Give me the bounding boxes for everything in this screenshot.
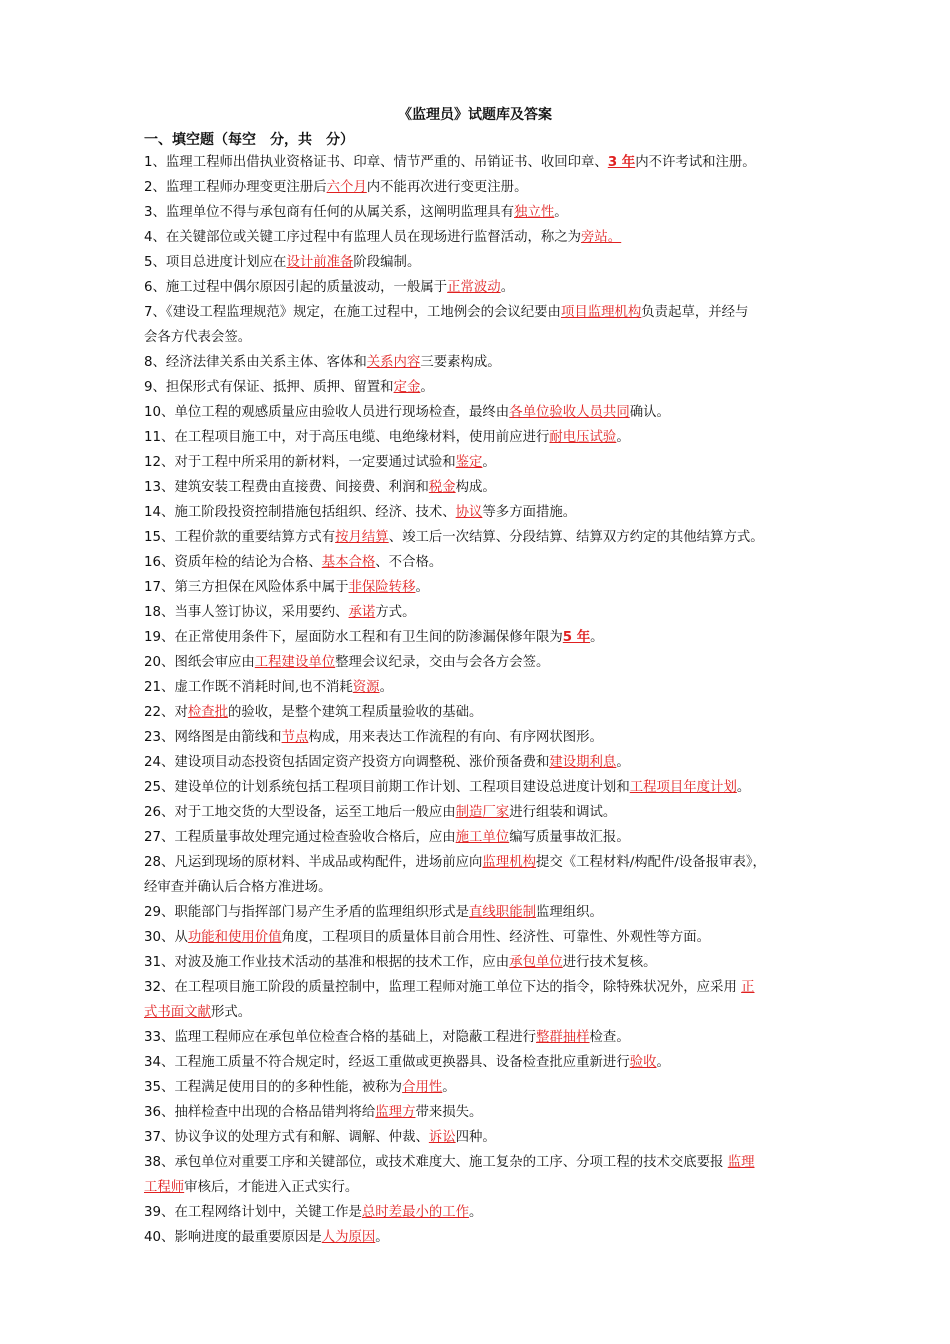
question-number: 37、	[144, 1130, 175, 1145]
question-number: 21、	[144, 680, 175, 695]
question-text: 《建设工程监理规范》规定，在施工过程中，工地例会的会议纪要由	[165, 305, 561, 320]
question-number: 31、	[144, 955, 175, 970]
question-text: 凡运到现场的原材料、半成品或构配件，进场前应向	[174, 855, 483, 870]
question-item	[144, 850, 816, 875]
question-text-after: 负责起草，并经与	[641, 305, 749, 320]
question-text-after: 三要素构成。	[420, 355, 501, 370]
question-text: 担保形式有保证、抵押、质押、留置和	[165, 380, 394, 395]
question-item	[144, 950, 816, 975]
answer-text: 合用性	[402, 1080, 443, 1095]
question-text: 对于工程中所采用的新材料，一定要通过试验和	[174, 455, 456, 470]
question-text: 在正常使用条件下，屋面防水工程和有卫生间的防渗漏保修年限为	[174, 630, 563, 645]
question-text: 协议争议的处理方式有和解、调解、仲裁、	[174, 1130, 429, 1145]
question-number: 3、	[144, 205, 166, 220]
question-number: 7、	[144, 305, 166, 320]
question-number: 8、	[144, 355, 166, 370]
question-text-after: 、不合格。	[375, 555, 443, 570]
question-number: 39、	[144, 1205, 175, 1220]
answer-text: 基本合格	[321, 555, 376, 570]
question-text-after: 。	[736, 780, 751, 795]
question-text-after: 整理会议纪录，交由与会各方会签。	[335, 655, 550, 670]
question-number: 2、	[144, 180, 166, 195]
question-text-after: 。	[420, 380, 434, 395]
answer-text: 正常波动	[447, 280, 501, 295]
question-item	[144, 250, 816, 275]
question-number: 40、	[144, 1230, 175, 1245]
question-item	[144, 750, 816, 775]
question-item	[144, 150, 816, 175]
question-text-after: 四种。	[455, 1130, 496, 1145]
question-item	[144, 575, 816, 600]
section-heading: 一、填空题（每空 分，共 分）	[144, 132, 354, 148]
answer-text: 鉴定	[455, 455, 483, 470]
answer-text: 5 年	[562, 630, 591, 645]
question-number: 38、	[144, 1155, 175, 1170]
question-item	[144, 1200, 816, 1225]
answer-text: 诉讼	[428, 1130, 456, 1145]
question-item	[144, 275, 816, 300]
answer-text: 式书面文献	[144, 1005, 211, 1020]
question-text-after: 确认。	[629, 405, 670, 420]
answer-text: 工程建设单位	[254, 655, 336, 670]
question-text: 经审查并确认后合格方准进场。	[144, 880, 332, 895]
question-item	[144, 900, 816, 925]
answer-text: 施工单位	[455, 830, 510, 845]
question-text: 会各方代表会签。	[144, 330, 252, 345]
question-item	[144, 1100, 816, 1125]
question-item	[144, 1150, 816, 1175]
question-number: 23、	[144, 730, 175, 745]
question-text: 当事人签订协议，采用要约、	[174, 605, 349, 620]
question-number: 26、	[144, 805, 175, 820]
question-number: 27、	[144, 830, 175, 845]
question-text: 职能部门与指挥部门易产生矛盾的监理组织形式是	[174, 905, 470, 920]
question-text-after: 。	[415, 580, 429, 595]
question-text-after: 。	[554, 205, 568, 220]
question-item	[144, 550, 816, 575]
question-item	[144, 1025, 816, 1050]
question-text: 建设单位的计划系统包括工程项目前期工作计划、工程项目建设总进度计划和	[174, 780, 630, 795]
question-number: 18、	[144, 605, 175, 620]
question-item	[144, 625, 816, 650]
question-number: 28、	[144, 855, 175, 870]
question-number: 29、	[144, 905, 175, 920]
answer-text: 验收	[629, 1055, 657, 1070]
question-text: 单位工程的观感质量应由验收人员进行现场检查，最终由	[174, 405, 510, 420]
answer-text: 总时差最小的工作	[361, 1205, 470, 1220]
answer-text: 功能和使用价值	[187, 930, 282, 945]
question-text-after: 审核后，才能进入正式实行。	[184, 1180, 359, 1195]
question-text-after: 。	[656, 1055, 670, 1070]
question-text: 图纸会审应由	[174, 655, 255, 670]
question-number: 22、	[144, 705, 175, 720]
answer-text: 工程项目年度计划	[629, 780, 737, 795]
answer-text: 承诺	[348, 605, 376, 620]
question-text: 对	[174, 705, 188, 720]
question-item	[144, 975, 816, 1000]
question-number: 24、	[144, 755, 175, 770]
question-number: 16、	[144, 555, 175, 570]
question-text: 监理工程师出借执业资格证书、印章、情节严重的、吊销证书、收回印章、	[165, 155, 608, 170]
question-item	[144, 650, 816, 675]
question-text: 工程满足使用目的的多种性能，被称为	[174, 1080, 403, 1095]
question-continuation	[144, 1175, 358, 1200]
answer-text: 3 年	[607, 155, 636, 170]
question-item	[144, 175, 816, 200]
answer-text: 协议	[455, 505, 483, 520]
answer-text: 监理机构	[482, 855, 536, 870]
question-text-after: 提交《工程材料/构配件/设备报审表》，	[535, 855, 766, 870]
answer-text: 监理	[727, 1155, 755, 1170]
question-number: 34、	[144, 1055, 175, 1070]
question-text: 工程施工质量不符合规定时，经返工重做或更换器具、设备检查批应重新进行	[174, 1055, 630, 1070]
question-text: 第三方担保在风险体系中属于	[174, 580, 349, 595]
question-text: 网络图是由箭线和	[174, 730, 282, 745]
question-text: 建筑安装工程费由直接费、间接费、利润和	[174, 480, 429, 495]
answer-text: 资源	[352, 680, 380, 695]
question-text: 工程质量事故处理完通过检查验收合格后，应由	[174, 830, 456, 845]
answer-text: 工程师	[144, 1180, 185, 1195]
answer-text: 各单位验收人员共同	[509, 405, 630, 420]
question-item	[144, 700, 816, 725]
question-text: 在工程项目施工中，对于高压电缆、电绝缘材料，使用前应进行	[174, 430, 550, 445]
question-text-after: 。	[500, 280, 515, 295]
question-item	[144, 225, 816, 250]
answer-text: 人为原因	[321, 1230, 376, 1245]
question-text-after: 编写质量事故汇报。	[509, 830, 630, 845]
question-item	[144, 375, 816, 400]
question-continuation	[144, 875, 331, 900]
question-item	[144, 200, 816, 225]
question-number: 25、	[144, 780, 175, 795]
question-number: 35、	[144, 1080, 175, 1095]
answer-text: 监理方	[375, 1105, 416, 1120]
question-item	[144, 500, 816, 525]
question-number: 6、	[144, 280, 166, 295]
question-number: 30、	[144, 930, 175, 945]
question-text: 建设项目动态投资包括固定资产投资方向调整税、涨价预备费和	[174, 755, 550, 770]
question-number: 17、	[144, 580, 175, 595]
question-text-after: 。	[469, 1205, 483, 1220]
question-text-after: 。	[590, 630, 604, 645]
question-item	[144, 475, 816, 500]
question-text-after: 监理组织。	[535, 905, 603, 920]
question-text-after: 、竣工后一次结算、分段结算、结算双方约定的其他结算方式。	[388, 530, 764, 545]
question-item	[144, 525, 816, 550]
question-number: 9、	[144, 380, 166, 395]
question-item	[144, 400, 816, 425]
question-text-after: 。	[482, 455, 496, 470]
question-number: 19、	[144, 630, 175, 645]
question-item	[144, 775, 816, 800]
answer-text: 耐电压试验	[549, 430, 617, 445]
answer-text: 承包单位	[509, 955, 563, 970]
answer-text: 独立性	[514, 205, 555, 220]
question-item	[144, 825, 816, 850]
question-number: 4、	[144, 230, 166, 245]
question-continuation	[144, 1000, 251, 1025]
answer-text: 定金	[393, 380, 421, 395]
question-text-after: 形式。	[210, 1005, 252, 1020]
question-text: 在关键部位或关键工序过程中有监理人员在现场进行监督活动，称之为	[165, 230, 582, 245]
answer-text: 旁站。	[581, 230, 622, 245]
question-text-after: 构成。	[455, 480, 496, 495]
question-text: 资质年检的结论为合格、	[174, 555, 322, 570]
question-text-after: 。	[442, 1080, 456, 1095]
question-number: 5、	[144, 255, 166, 270]
question-text-after: 内不许考试和注册。	[635, 155, 756, 170]
question-text: 经济法律关系由关系主体、客体和	[165, 355, 367, 370]
answer-text: 建设期利息	[549, 755, 617, 770]
question-text: 施工过程中偶尔原因引起的质量波动，一般属于	[165, 280, 448, 295]
answer-text: 制造厂家	[455, 805, 510, 820]
question-text: 从	[174, 930, 188, 945]
question-text-after: 进行技术复核。	[562, 955, 657, 970]
question-text-after: 阶段编制。	[353, 255, 421, 270]
question-text-after: 内不能再次进行变更注册。	[366, 180, 528, 195]
question-item	[144, 675, 816, 700]
answer-text: 六个月	[326, 180, 367, 195]
question-item	[144, 1075, 816, 1100]
question-text-after: 角度，工程项目的质量体目前合用性、经济性、可靠性、外观性等方面。	[281, 930, 711, 945]
question-item	[144, 300, 816, 325]
document-title: 《监理员》试题库及答案	[398, 107, 552, 123]
question-item	[144, 1125, 816, 1150]
question-item	[144, 600, 816, 625]
question-text-after: 。	[616, 430, 630, 445]
question-text: 项目总进度计划应在	[165, 255, 287, 270]
question-item	[144, 925, 816, 950]
question-text-after: 的验收，是整个建筑工程质量验收的基础。	[228, 705, 483, 720]
question-text: 施工阶段投资控制措施包括组织、经济、技术、	[174, 505, 456, 520]
question-text: 对波及施工作业技术活动的基准和根据的技术工作，应由	[174, 955, 510, 970]
question-item	[144, 800, 816, 825]
question-number: 1、	[144, 155, 166, 170]
question-text-after: 。	[375, 1230, 389, 1245]
question-text: 监理工程师办理变更注册后	[165, 180, 327, 195]
question-text-after: 构成，用来表达工作流程的有向、有序网状图形。	[308, 730, 603, 745]
question-text: 承包单位对重要工序和关键部位，或技术难度大、施工复杂的工序、分项工程的技术交底要报	[174, 1155, 728, 1170]
question-text-after: 方式。	[375, 605, 416, 620]
answer-text: 整群抽样	[535, 1030, 590, 1045]
question-text: 监理单位不得与承包商有任何的从属关系，这阐明监理具有	[165, 205, 515, 220]
question-text: 监理工程师应在承包单位检查合格的基础上，对隐蔽工程进行	[174, 1030, 536, 1045]
question-number: 36、	[144, 1105, 175, 1120]
answer-text: 关系内容	[366, 355, 421, 370]
question-item	[144, 1050, 816, 1075]
answer-text: 税金	[428, 480, 456, 495]
answer-text: 非保险转移	[348, 580, 416, 595]
question-number: 33、	[144, 1030, 175, 1045]
question-number: 14、	[144, 505, 175, 520]
question-text-after: 等多方面措施。	[482, 505, 577, 520]
question-number: 11、	[144, 430, 175, 445]
question-item	[144, 725, 816, 750]
question-item	[144, 350, 816, 375]
answer-text: 检查批	[187, 705, 228, 720]
question-number: 32、	[144, 980, 175, 995]
question-number: 10、	[144, 405, 175, 420]
question-text: 在工程项目施工阶段的质量控制中，监理工程师对施工单位下达的指令，除特殊状况外，应采用	[174, 980, 742, 995]
answer-text: 正	[741, 980, 755, 995]
question-item	[144, 1225, 816, 1250]
question-text: 在工程网络计划中，关键工作是	[174, 1205, 362, 1220]
question-number: 13、	[144, 480, 175, 495]
question-text: 影响进度的最重要原因是	[174, 1230, 322, 1245]
question-item	[144, 450, 816, 475]
answer-text: 设计前准备	[286, 255, 354, 270]
answer-text: 节点	[281, 730, 309, 745]
question-text: 工程价款的重要结算方式有	[174, 530, 336, 545]
question-text-after: 检查。	[589, 1030, 630, 1045]
answer-text: 项目监理机构	[560, 305, 642, 320]
question-text-after: 进行组装和调试。	[509, 805, 617, 820]
question-number: 15、	[144, 530, 175, 545]
question-text: 虚工作既不消耗时间,也不消耗	[174, 680, 353, 695]
answer-text: 按月结算	[335, 530, 389, 545]
answer-text: 直线职能制	[469, 905, 536, 920]
question-text-after: 带来损失。	[415, 1105, 483, 1120]
question-item	[144, 425, 816, 450]
question-text: 抽样检查中出现的合格品错判将给	[174, 1105, 376, 1120]
question-text-after: 。	[616, 755, 630, 770]
question-text-after: 。	[379, 680, 393, 695]
question-continuation	[144, 325, 251, 350]
question-number: 12、	[144, 455, 175, 470]
question-number: 20、	[144, 655, 175, 670]
question-text: 对于工地交货的大型设备，运至工地后一般应由	[174, 805, 456, 820]
